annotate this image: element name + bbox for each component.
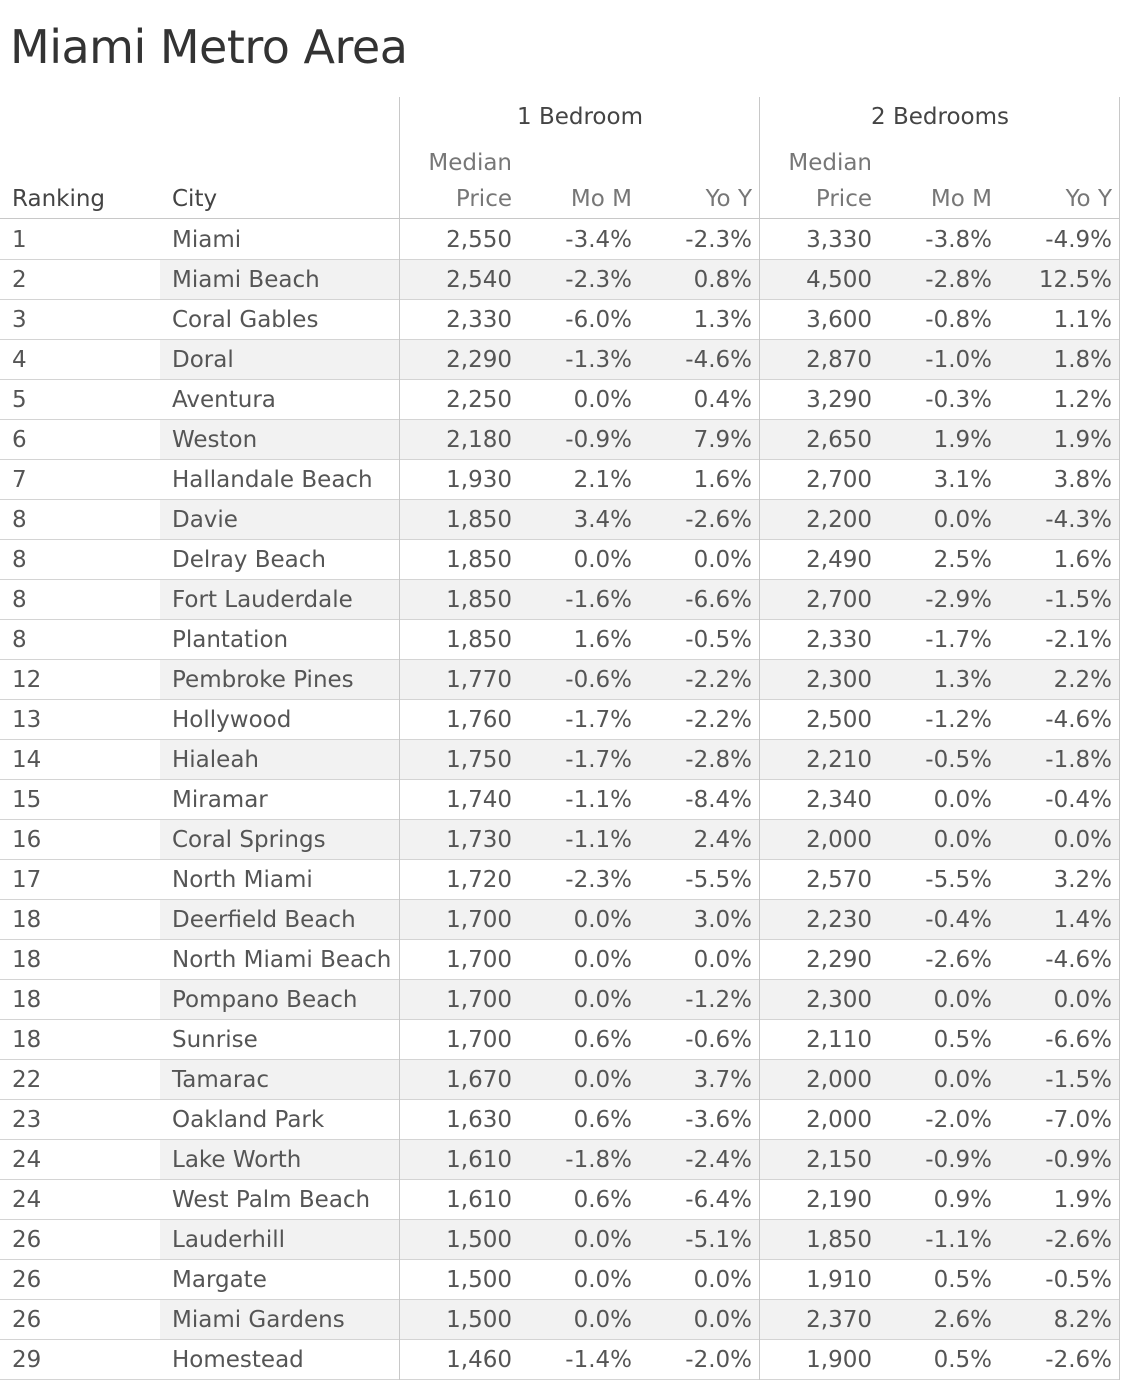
cell-1br-mom: 2.1% xyxy=(573,467,632,493)
cell-rank: 17 xyxy=(12,867,42,893)
cell-1br-price: 1,500 xyxy=(446,1307,512,1333)
cell-2br-yoy: -1.8% xyxy=(1045,747,1112,773)
cell-2br-yoy: 0.0% xyxy=(1053,987,1112,1013)
cell-2br-mom: -1.7% xyxy=(925,627,992,653)
cell-2br-mom: 2.5% xyxy=(933,547,992,573)
cell-city: Sunrise xyxy=(172,1027,258,1053)
cell-rank: 7 xyxy=(12,467,27,493)
page-title: Miami Metro Area xyxy=(10,20,408,74)
cell-2br-mom: 1.9% xyxy=(933,427,992,453)
cell-1br-price: 1,930 xyxy=(446,467,512,493)
cell-2br-mom: 1.3% xyxy=(933,667,992,693)
cell-2br-mom: -0.3% xyxy=(925,387,992,413)
cell-city: Miami xyxy=(172,227,242,253)
cell-1br-yoy: 0.0% xyxy=(693,547,752,573)
cell-2br-mom: 0.0% xyxy=(933,787,992,813)
cell-1br-mom: 0.0% xyxy=(573,547,632,573)
cell-1br-mom: -0.6% xyxy=(565,667,632,693)
table-row xyxy=(0,1340,1124,1380)
table-row xyxy=(0,660,1124,700)
table-row xyxy=(0,900,1124,940)
cell-2br-mom: 0.5% xyxy=(933,1027,992,1053)
cell-2br-mom: -0.8% xyxy=(925,307,992,333)
cell-2br-price: 2,000 xyxy=(806,827,872,853)
cell-2br-mom: 0.5% xyxy=(933,1267,992,1293)
cell-1br-mom: -1.4% xyxy=(565,1347,632,1373)
col-header-1br-price: Price xyxy=(455,186,512,212)
cell-2br-price: 2,000 xyxy=(806,1067,872,1093)
cell-city: Doral xyxy=(172,347,234,373)
cell-rank: 16 xyxy=(12,827,42,853)
cell-city: North Miami Beach xyxy=(172,947,392,973)
cell-city: West Palm Beach xyxy=(172,1187,371,1213)
cell-rank: 26 xyxy=(12,1227,42,1253)
cell-2br-price: 2,210 xyxy=(806,747,872,773)
cell-2br-price: 2,870 xyxy=(806,347,872,373)
cell-1br-yoy: -6.6% xyxy=(685,587,752,613)
cell-1br-yoy: -2.6% xyxy=(685,507,752,533)
cell-1br-yoy: 0.0% xyxy=(693,947,752,973)
cell-2br-price: 2,700 xyxy=(806,467,872,493)
cell-rank: 8 xyxy=(12,507,27,533)
table-row xyxy=(0,500,1124,540)
cell-rank: 24 xyxy=(12,1187,42,1213)
cell-1br-mom: -1.7% xyxy=(565,707,632,733)
col-header-2br-median: Median xyxy=(788,150,872,176)
cell-1br-yoy: -4.6% xyxy=(685,347,752,373)
cell-1br-yoy: 1.6% xyxy=(693,467,752,493)
table-row xyxy=(0,420,1124,460)
cell-rank: 8 xyxy=(12,587,27,613)
cell-city: Pompano Beach xyxy=(172,987,358,1013)
cell-1br-yoy: -2.2% xyxy=(685,667,752,693)
cell-2br-price: 2,300 xyxy=(806,987,872,1013)
cell-2br-yoy: 1.6% xyxy=(1053,547,1112,573)
table-row xyxy=(0,340,1124,380)
cell-1br-yoy: 7.9% xyxy=(693,427,752,453)
cell-2br-mom: 0.0% xyxy=(933,507,992,533)
cell-1br-mom: -1.8% xyxy=(565,1147,632,1173)
cell-2br-mom: -5.5% xyxy=(925,867,992,893)
cell-2br-yoy: -4.9% xyxy=(1045,227,1112,253)
cell-1br-price: 2,550 xyxy=(446,227,512,253)
cell-city: Hialeah xyxy=(172,747,259,773)
table-row xyxy=(0,820,1124,860)
cell-1br-yoy: -2.8% xyxy=(685,747,752,773)
table-row xyxy=(0,1020,1124,1060)
cell-1br-price: 1,720 xyxy=(446,867,512,893)
cell-2br-price: 2,500 xyxy=(806,707,872,733)
cell-2br-mom: -2.8% xyxy=(925,267,992,293)
cell-2br-mom: -0.9% xyxy=(925,1147,992,1173)
col-header-1br-median: Median xyxy=(428,150,512,176)
cell-1br-mom: 0.0% xyxy=(573,947,632,973)
cell-1br-yoy: -5.5% xyxy=(685,867,752,893)
cell-2br-yoy: 1.4% xyxy=(1053,907,1112,933)
cell-2br-mom: -2.9% xyxy=(925,587,992,613)
cell-1br-yoy: -2.0% xyxy=(685,1347,752,1373)
cell-2br-yoy: -4.6% xyxy=(1045,947,1112,973)
cell-2br-price: 2,200 xyxy=(806,507,872,533)
cell-2br-mom: 0.0% xyxy=(933,1067,992,1093)
cell-city: Coral Gables xyxy=(172,307,319,333)
cell-1br-yoy: 1.3% xyxy=(693,307,752,333)
cell-2br-price: 1,910 xyxy=(806,1267,872,1293)
cell-2br-mom: 0.0% xyxy=(933,987,992,1013)
cell-1br-yoy: 2.4% xyxy=(693,827,752,853)
table-row xyxy=(0,1220,1124,1260)
cell-1br-mom: -1.6% xyxy=(565,587,632,613)
table-row xyxy=(0,940,1124,980)
cell-1br-yoy: 0.8% xyxy=(693,267,752,293)
cell-1br-price: 1,500 xyxy=(446,1267,512,1293)
cell-2br-yoy: -1.5% xyxy=(1045,587,1112,613)
group-header-1-bedroom: 1 Bedroom xyxy=(517,104,643,130)
cell-1br-yoy: 3.0% xyxy=(693,907,752,933)
cell-2br-yoy: -4.3% xyxy=(1045,507,1112,533)
cell-rank: 26 xyxy=(12,1267,42,1293)
table-row xyxy=(0,1060,1124,1100)
cell-2br-price: 1,850 xyxy=(806,1227,872,1253)
cell-1br-price: 1,700 xyxy=(446,987,512,1013)
cell-2br-price: 4,500 xyxy=(806,267,872,293)
cell-rank: 18 xyxy=(12,1027,42,1053)
cell-2br-price: 2,110 xyxy=(806,1027,872,1053)
cell-1br-mom: -3.4% xyxy=(565,227,632,253)
cell-2br-price: 3,330 xyxy=(806,227,872,253)
cell-2br-price: 3,600 xyxy=(806,307,872,333)
table-body xyxy=(0,220,1124,1380)
cell-2br-yoy: -7.0% xyxy=(1045,1107,1112,1133)
cell-2br-yoy: 0.0% xyxy=(1053,827,1112,853)
cell-2br-yoy: -2.6% xyxy=(1045,1227,1112,1253)
cell-city: Fort Lauderdale xyxy=(172,587,353,613)
cell-city: Coral Springs xyxy=(172,827,326,853)
group-header-2-bedrooms: 2 Bedrooms xyxy=(871,104,1009,130)
cell-1br-price: 2,330 xyxy=(446,307,512,333)
cell-rank: 29 xyxy=(12,1347,42,1373)
cell-city: Davie xyxy=(172,507,238,533)
cell-rank: 15 xyxy=(12,787,42,813)
col-header-ranking: Ranking xyxy=(12,186,106,212)
cell-2br-price: 2,370 xyxy=(806,1307,872,1333)
cell-rank: 4 xyxy=(12,347,27,373)
cell-city: Homestead xyxy=(172,1347,304,1373)
cell-1br-yoy: -2.2% xyxy=(685,707,752,733)
cell-2br-yoy: 1.9% xyxy=(1053,427,1112,453)
cell-1br-price: 1,760 xyxy=(446,707,512,733)
cell-1br-price: 1,850 xyxy=(446,627,512,653)
cell-rank: 5 xyxy=(12,387,27,413)
cell-1br-yoy: -3.6% xyxy=(685,1107,752,1133)
cell-1br-mom: 0.0% xyxy=(573,1067,632,1093)
cell-rank: 23 xyxy=(12,1107,42,1133)
table-row xyxy=(0,540,1124,580)
cell-2br-mom: 2.6% xyxy=(933,1307,992,1333)
cell-1br-mom: 0.0% xyxy=(573,1267,632,1293)
cell-1br-mom: 0.6% xyxy=(573,1107,632,1133)
cell-2br-mom: -1.1% xyxy=(925,1227,992,1253)
cell-1br-price: 1,850 xyxy=(446,507,512,533)
cell-1br-price: 2,250 xyxy=(446,387,512,413)
cell-city: Weston xyxy=(172,427,258,453)
cell-rank: 26 xyxy=(12,1307,42,1333)
col-header-2br-price: Price xyxy=(815,186,872,212)
header-divider xyxy=(0,218,1120,219)
table-row xyxy=(0,260,1124,300)
col-header-2br-yoy: Yo Y xyxy=(1065,186,1112,212)
cell-city: Margate xyxy=(172,1267,267,1293)
cell-1br-price: 2,180 xyxy=(446,427,512,453)
cell-2br-mom: -3.8% xyxy=(925,227,992,253)
cell-2br-yoy: 12.5% xyxy=(1038,267,1112,293)
cell-1br-yoy: -0.6% xyxy=(685,1027,752,1053)
table-row xyxy=(0,1300,1124,1340)
cell-1br-mom: -1.7% xyxy=(565,747,632,773)
cell-1br-yoy: -2.3% xyxy=(685,227,752,253)
cell-city: Aventura xyxy=(172,387,276,413)
col-header-1br-mom: Mo M xyxy=(570,186,632,212)
cell-rank: 18 xyxy=(12,947,42,973)
table-row xyxy=(0,580,1124,620)
cell-1br-mom: 0.0% xyxy=(573,387,632,413)
cell-2br-mom: 0.5% xyxy=(933,1347,992,1373)
cell-2br-price: 2,700 xyxy=(806,587,872,613)
cell-city: North Miami xyxy=(172,867,313,893)
cell-2br-yoy: -0.4% xyxy=(1045,787,1112,813)
cell-1br-price: 1,730 xyxy=(446,827,512,853)
cell-1br-mom: -1.3% xyxy=(565,347,632,373)
cell-2br-yoy: 1.1% xyxy=(1053,307,1112,333)
cell-2br-price: 2,150 xyxy=(806,1147,872,1173)
cell-city: Plantation xyxy=(172,627,289,653)
table-row xyxy=(0,1140,1124,1180)
table-row xyxy=(0,1260,1124,1300)
cell-2br-price: 3,290 xyxy=(806,387,872,413)
cell-1br-price: 1,700 xyxy=(446,1027,512,1053)
cell-1br-mom: -2.3% xyxy=(565,267,632,293)
cell-1br-yoy: 3.7% xyxy=(693,1067,752,1093)
cell-2br-yoy: -4.6% xyxy=(1045,707,1112,733)
cell-2br-mom: 0.9% xyxy=(933,1187,992,1213)
cell-1br-mom: -1.1% xyxy=(565,787,632,813)
cell-2br-mom: -2.0% xyxy=(925,1107,992,1133)
cell-2br-price: 2,230 xyxy=(806,907,872,933)
table-row xyxy=(0,860,1124,900)
col-header-2br-mom: Mo M xyxy=(930,186,992,212)
cell-1br-mom: 3.4% xyxy=(573,507,632,533)
divider-1br-2br xyxy=(759,97,760,1380)
cell-city: Miramar xyxy=(172,787,268,813)
table-row xyxy=(0,220,1124,260)
cell-2br-price: 2,190 xyxy=(806,1187,872,1213)
cell-1br-mom: -0.9% xyxy=(565,427,632,453)
cell-2br-price: 2,300 xyxy=(806,667,872,693)
cell-1br-price: 1,610 xyxy=(446,1147,512,1173)
cell-2br-price: 2,340 xyxy=(806,787,872,813)
cell-1br-price: 2,540 xyxy=(446,267,512,293)
cell-rank: 1 xyxy=(12,227,27,253)
cell-2br-mom: -1.0% xyxy=(925,347,992,373)
cell-city: Deerfield Beach xyxy=(172,907,356,933)
cell-city: Lake Worth xyxy=(172,1147,302,1173)
table-row xyxy=(0,780,1124,820)
cell-rank: 22 xyxy=(12,1067,42,1093)
cell-1br-price: 1,630 xyxy=(446,1107,512,1133)
divider-right-edge xyxy=(1119,97,1120,1380)
table-row xyxy=(0,1180,1124,1220)
cell-city: Oakland Park xyxy=(172,1107,325,1133)
cell-1br-price: 1,770 xyxy=(446,667,512,693)
cell-1br-price: 1,700 xyxy=(446,947,512,973)
cell-1br-yoy: -2.4% xyxy=(685,1147,752,1173)
cell-rank: 3 xyxy=(12,307,27,333)
cell-city: Hollywood xyxy=(172,707,292,733)
cell-2br-mom: 3.1% xyxy=(933,467,992,493)
cell-2br-yoy: 1.8% xyxy=(1053,347,1112,373)
cell-1br-price: 1,670 xyxy=(446,1067,512,1093)
table-row xyxy=(0,980,1124,1020)
cell-2br-yoy: 3.8% xyxy=(1053,467,1112,493)
cell-rank: 2 xyxy=(12,267,27,293)
cell-2br-price: 2,330 xyxy=(806,627,872,653)
cell-2br-price: 2,490 xyxy=(806,547,872,573)
cell-1br-mom: 1.6% xyxy=(573,627,632,653)
cell-1br-mom: -6.0% xyxy=(565,307,632,333)
cell-1br-price: 1,740 xyxy=(446,787,512,813)
col-header-1br-yoy: Yo Y xyxy=(705,186,752,212)
cell-2br-yoy: -2.1% xyxy=(1045,627,1112,653)
cell-1br-mom: -1.1% xyxy=(565,827,632,853)
cell-rank: 13 xyxy=(12,707,42,733)
cell-2br-yoy: -2.6% xyxy=(1045,1347,1112,1373)
cell-rank: 12 xyxy=(12,667,42,693)
table-row xyxy=(0,740,1124,780)
cell-2br-yoy: -0.9% xyxy=(1045,1147,1112,1173)
cell-city: Pembroke Pines xyxy=(172,667,354,693)
cell-2br-price: 2,000 xyxy=(806,1107,872,1133)
cell-2br-mom: -2.6% xyxy=(925,947,992,973)
cell-1br-mom: 0.0% xyxy=(573,907,632,933)
cell-2br-price: 1,900 xyxy=(806,1347,872,1373)
cell-city: Tamarac xyxy=(172,1067,270,1093)
cell-1br-yoy: -1.2% xyxy=(685,987,752,1013)
table-row xyxy=(0,1100,1124,1140)
cell-1br-mom: -2.3% xyxy=(565,867,632,893)
cell-rank: 8 xyxy=(12,547,27,573)
cell-1br-yoy: 0.4% xyxy=(693,387,752,413)
col-header-city: City xyxy=(172,186,218,212)
cell-city: Lauderhill xyxy=(172,1227,286,1253)
cell-rank: 18 xyxy=(12,987,42,1013)
cell-2br-mom: -0.4% xyxy=(925,907,992,933)
cell-2br-yoy: -1.5% xyxy=(1045,1067,1112,1093)
cell-1br-mom: 0.0% xyxy=(573,1227,632,1253)
cell-1br-yoy: -8.4% xyxy=(685,787,752,813)
cell-rank: 6 xyxy=(12,427,27,453)
cell-1br-mom: 0.6% xyxy=(573,1027,632,1053)
table-row xyxy=(0,300,1124,340)
cell-2br-price: 2,290 xyxy=(806,947,872,973)
cell-1br-price: 1,850 xyxy=(446,547,512,573)
cell-1br-price: 1,460 xyxy=(446,1347,512,1373)
cell-rank: 18 xyxy=(12,907,42,933)
cell-2br-yoy: 3.2% xyxy=(1053,867,1112,893)
cell-1br-yoy: 0.0% xyxy=(693,1307,752,1333)
cell-rank: 8 xyxy=(12,627,27,653)
cell-2br-price: 2,570 xyxy=(806,867,872,893)
divider-city-1br xyxy=(399,97,400,1380)
table-row xyxy=(0,700,1124,740)
cell-2br-price: 2,650 xyxy=(806,427,872,453)
cell-2br-yoy: -0.5% xyxy=(1045,1267,1112,1293)
table-row xyxy=(0,460,1124,500)
cell-1br-yoy: -6.4% xyxy=(685,1187,752,1213)
cell-rank: 24 xyxy=(12,1147,42,1173)
cell-2br-mom: -1.2% xyxy=(925,707,992,733)
cell-1br-price: 1,500 xyxy=(446,1227,512,1253)
cell-city: Miami Gardens xyxy=(172,1307,345,1333)
cell-2br-yoy: 1.9% xyxy=(1053,1187,1112,1213)
cell-1br-price: 1,700 xyxy=(446,907,512,933)
cell-1br-price: 2,290 xyxy=(446,347,512,373)
cell-1br-price: 1,850 xyxy=(446,587,512,613)
cell-2br-mom: 0.0% xyxy=(933,827,992,853)
cell-rank: 14 xyxy=(12,747,42,773)
cell-city: Hallandale Beach xyxy=(172,467,373,493)
cell-2br-yoy: 1.2% xyxy=(1053,387,1112,413)
cell-city: Delray Beach xyxy=(172,547,326,573)
cell-1br-price: 1,750 xyxy=(446,747,512,773)
cell-1br-price: 1,610 xyxy=(446,1187,512,1213)
cell-2br-yoy: 8.2% xyxy=(1053,1307,1112,1333)
table-row xyxy=(0,620,1124,660)
cell-1br-yoy: 0.0% xyxy=(693,1267,752,1293)
cell-2br-yoy: -6.6% xyxy=(1045,1027,1112,1053)
cell-2br-mom: -0.5% xyxy=(925,747,992,773)
table-row xyxy=(0,380,1124,420)
cell-1br-mom: 0.6% xyxy=(573,1187,632,1213)
cell-1br-mom: 0.0% xyxy=(573,1307,632,1333)
cell-city: Miami Beach xyxy=(172,267,320,293)
cell-1br-mom: 0.0% xyxy=(573,987,632,1013)
cell-2br-yoy: 2.2% xyxy=(1053,667,1112,693)
cell-1br-yoy: -0.5% xyxy=(685,627,752,653)
cell-1br-yoy: -5.1% xyxy=(685,1227,752,1253)
